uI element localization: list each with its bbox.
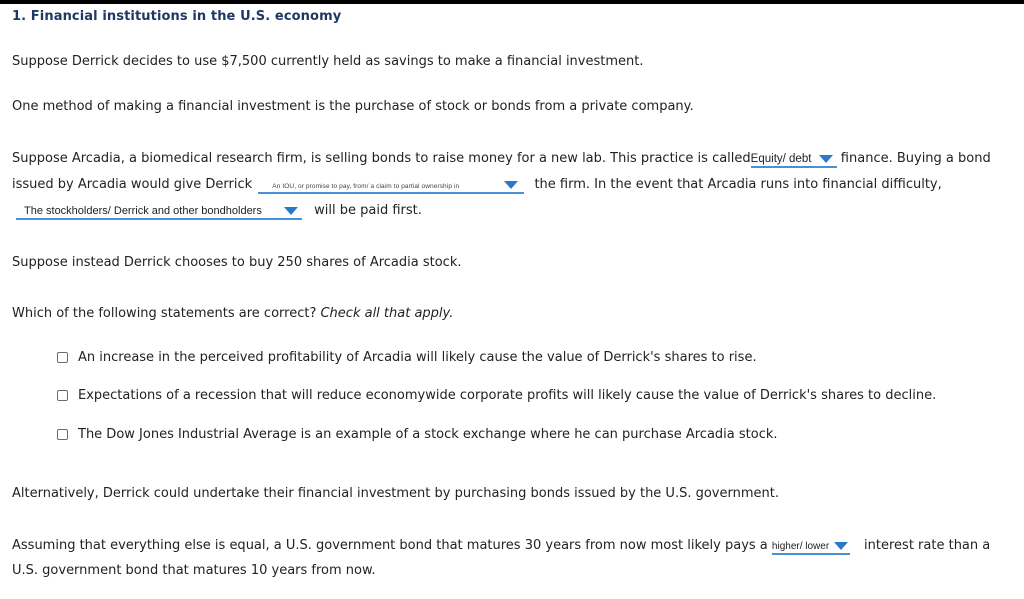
question-title: 1. Financial institutions in the U.S. economy xyxy=(12,9,342,24)
bond-paragraph-line-3 xyxy=(16,198,422,224)
bond-line2-pre: issued by Arcadia would give Derrick xyxy=(12,177,253,192)
paid-first-dropdown[interactable] xyxy=(16,202,302,220)
gov-paragraph-line-1 xyxy=(12,533,990,559)
question-text: Which of the following statements are correct? xyxy=(12,306,321,321)
option-1-label: An increase in the perceived profitability of Arcadia will likely cause the value of Derrick's shares to rise. xyxy=(78,350,757,365)
bond-claim-dropdown-value: An IOU, or promise to pay, from/ a claim to partial ownership in xyxy=(272,183,460,190)
question-prompt xyxy=(12,301,453,327)
finance-type-dropdown[interactable] xyxy=(751,150,837,168)
checkbox-icon[interactable] xyxy=(57,352,68,363)
checkbox-icon[interactable] xyxy=(57,390,68,401)
caret-down-icon xyxy=(504,181,518,189)
bond-paragraph-line-2 xyxy=(12,172,942,198)
alternative-paragraph: Alternatively, Derrick could undertake their financial investment by purchasing bonds issued by the U.S. government. xyxy=(12,486,779,501)
intro-paragraph-2: One method of making a financial investment is the purchase of stock or bonds from a private company. xyxy=(12,99,694,114)
checkbox-icon[interactable] xyxy=(57,429,68,440)
bond-claim-dropdown[interactable] xyxy=(258,176,524,194)
interest-rate-dropdown[interactable] xyxy=(772,537,850,555)
bond-line3-post: will be paid first. xyxy=(314,203,422,218)
gov-line1-post: interest rate than a xyxy=(864,538,991,553)
bond-line2-post: the firm. In the event that Arcadia runs into financial difficulty, xyxy=(534,177,942,192)
gov-line1-pre: Assuming that everything else is equal, a U.S. government bond that matures 30 years from now most likely pays a xyxy=(12,538,768,553)
option-2-label: Expectations of a recession that will reduce economywide corporate profits will likely cause the value of Derrick's shares to decline. xyxy=(78,388,937,403)
interest-rate-dropdown-value: higher/ lower xyxy=(771,541,830,552)
paid-first-dropdown-value: The stockholders/ Derrick and other bondholders xyxy=(24,205,262,217)
bond-paragraph-line-1 xyxy=(12,146,991,172)
bond-line1-pre: Suppose Arcadia, a biomedical research firm, is selling bonds to raise money for a new lab. This practice is called xyxy=(12,151,751,166)
finance-type-dropdown-value: Equity/ debt xyxy=(750,153,812,165)
gov-paragraph-line-2: U.S. government bond that matures 10 years from now. xyxy=(12,563,376,578)
option-3[interactable] xyxy=(57,427,778,442)
question-emphasis: Check all that apply. xyxy=(320,306,454,321)
option-2[interactable] xyxy=(57,388,936,403)
caret-down-icon xyxy=(834,542,848,550)
option-1[interactable] xyxy=(57,350,757,365)
caret-down-icon xyxy=(819,155,833,163)
top-border xyxy=(0,0,1024,4)
bond-line1-post: finance. Buying a bond xyxy=(836,151,991,166)
caret-down-icon xyxy=(284,207,298,215)
intro-paragraph-1: Suppose Derrick decides to use $7,500 currently held as savings to make a financial investment. xyxy=(12,54,644,69)
option-3-label: The Dow Jones Industrial Average is an example of a stock exchange where he can purchase Arcadia stock. xyxy=(78,427,778,442)
stock-paragraph: Suppose instead Derrick chooses to buy 250 shares of Arcadia stock. xyxy=(12,255,462,270)
